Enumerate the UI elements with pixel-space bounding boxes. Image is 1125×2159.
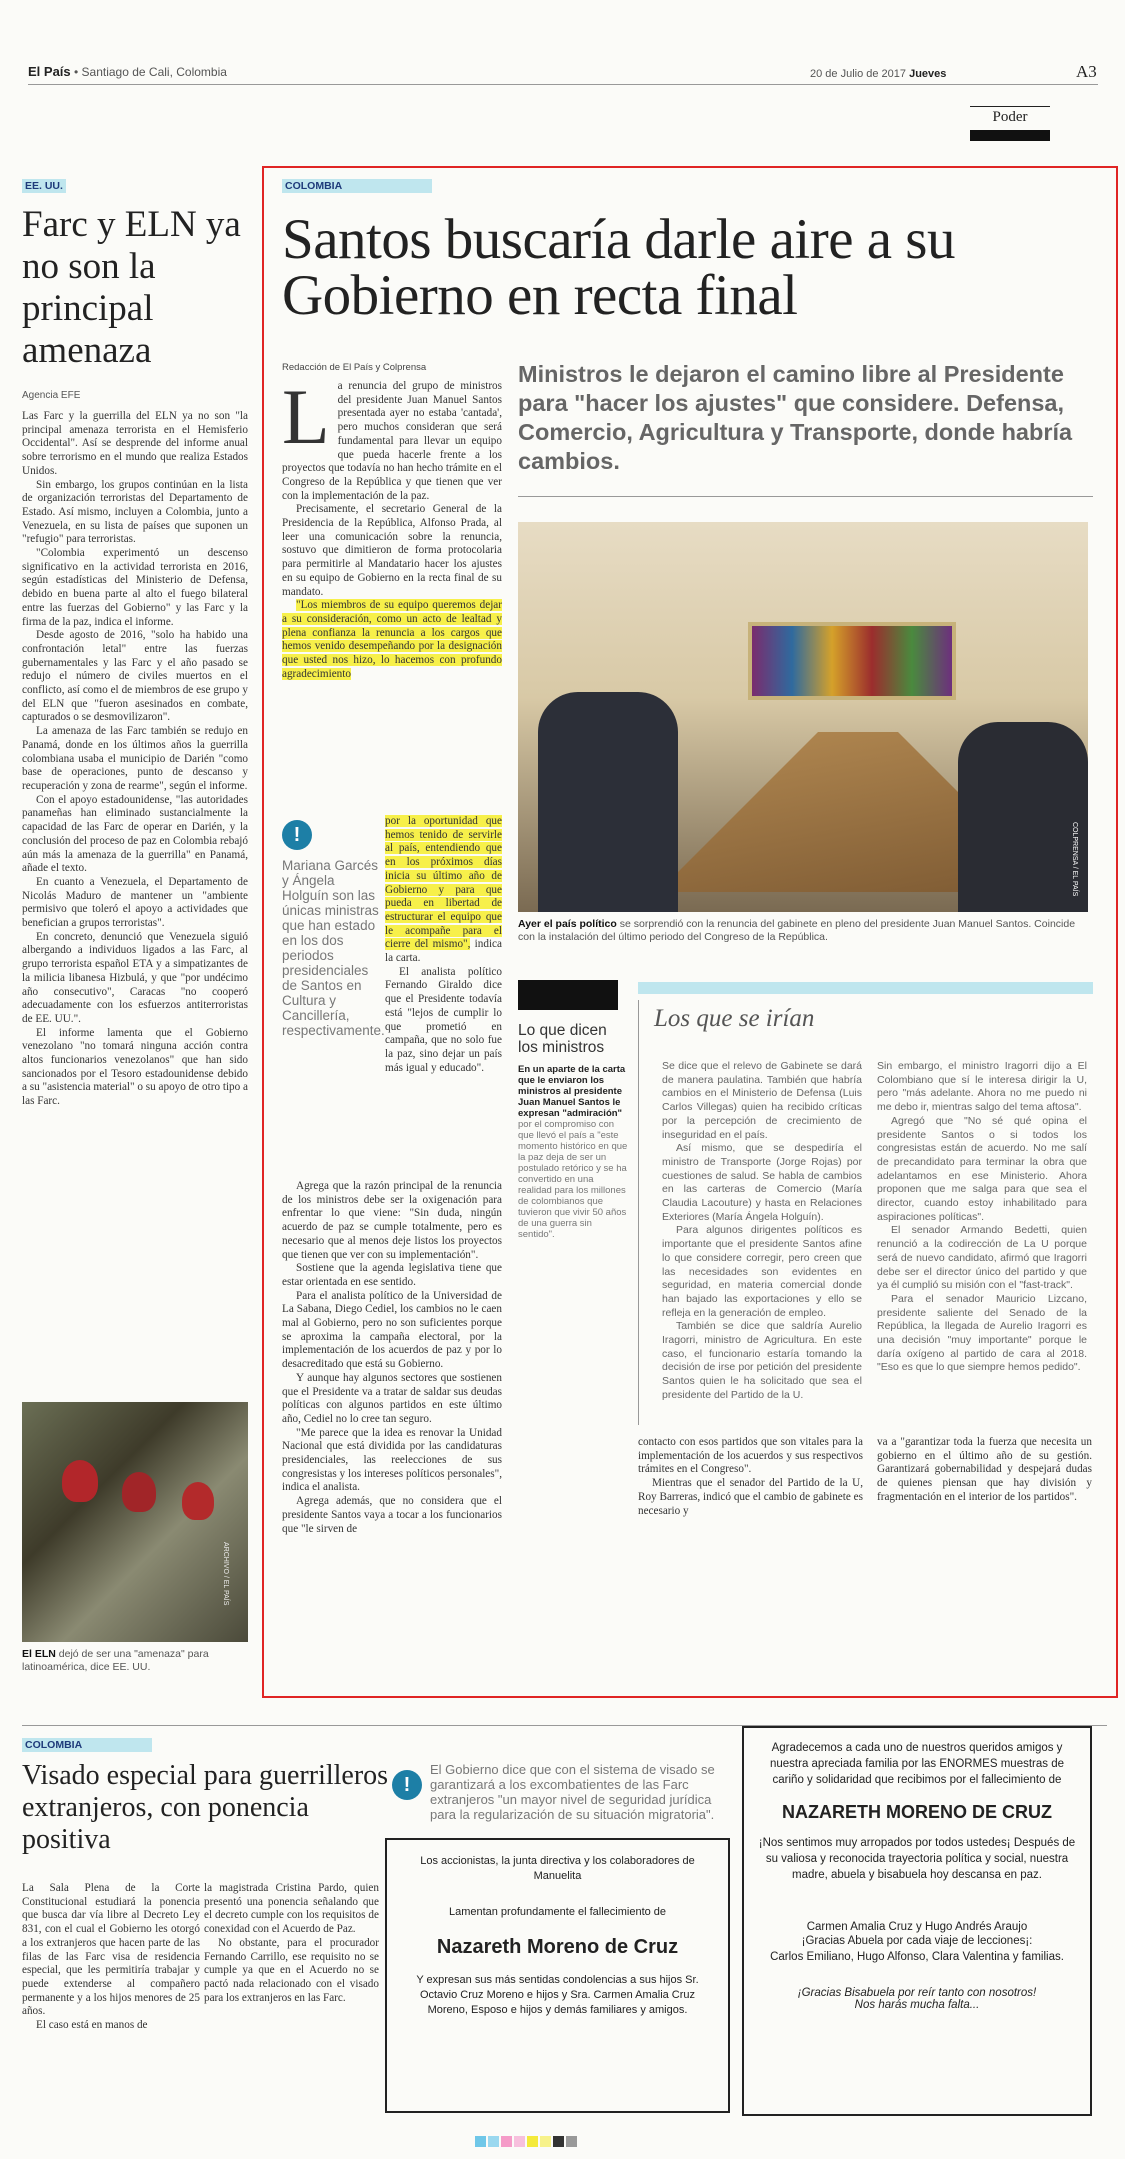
masthead-left: El País • Santiago de Cali, Colombia	[28, 64, 227, 79]
lower-col-2	[204, 1882, 379, 2005]
photo-caption	[518, 918, 1088, 944]
paper-name: El País	[28, 64, 71, 79]
ad2-line-7: Nos harás mucha falta...	[854, 1999, 980, 2011]
left-kicker-wrap	[22, 176, 66, 194]
date: 20 de Julio de 2017	[810, 68, 907, 80]
lower-kicker: COLOMBIA	[22, 1738, 152, 1752]
left-paragraph: Sin embargo, los grupos continúan en la lista de organización terroristas del Departamento de Estado. Así mismo, incluyen a Colombia, junto a Venezuela, en su lista de países que suponen un "refugio" para terroristas.	[22, 478, 248, 546]
lower-text-1: La Sala Plena de la Corte Constitucional estudiará la ponencia que busca dar vía libre al Decreto Ley 831, con el cual el Gobierno les otorgó a los extranjeros que hacen parte de las filas de las Farc visa de residencia especial, que les permitiría trabajar y puede extenderse al compañero permanente y a los hijos menores de 25 años.	[22, 1882, 200, 2018]
cabinet-photo	[518, 522, 1088, 912]
para-1: a renuncia del grupo de ministros del presidente Juan Manuel Santos presentada ayer no estaba 'cantada', pero muchos consideran que será fundamental para llevar un equipo que pueda hacerle frente a los proyectos que todavía no han hecho trámite en el Congreso de la República y que tienen que ver con la implementación de la paz.	[282, 380, 502, 502]
caption-text: dejó de ser una "amenaza" para latinoamérica, dice EE. UU.	[22, 1648, 209, 1673]
sub-paragraph: También se dice que saldría Aurelio Iragorri, ministro de Agricultura. En este caso, el funcionario estaría tomando la decisión de irse por petición del presidente Santos quien le ha solicitado que sea el presidente del Partido de la U.	[662, 1320, 862, 1401]
ad1-line-1: Los accionistas, la junta directiva y los colaboradores de	[420, 1855, 695, 1867]
exclamation-icon: !	[282, 820, 312, 850]
caption-text: se sorprendió con la renuncia del gabinete en pleno del presidente Juan Manuel Santos. Coincide con la instalación del último periodo del Congreso de la República.	[518, 918, 1076, 943]
sub-paragraph: Sin embargo, el ministro Iragorri dijo a El Colombiano que sí le interesa dirigir la U, pero "más adelante. Ahora no me puedo ni me debo ir, mientras salgo del tema aftosa".	[877, 1060, 1087, 1114]
deck-rule	[518, 496, 1093, 497]
sub-title: Los que se irían	[654, 1005, 815, 1032]
left-paragraph: La amenaza de las Farc también se redujo en Panamá, donde en los últimos años la guerrilla colombiana usaba el municipio de Darién "como base de operaciones, punto de descanso y recuperación y zona de rearme", según el informe.	[22, 725, 248, 792]
color-swatch	[540, 2136, 551, 2147]
left-paragraph: Desde agosto de 2016, "solo ha habido una confrontación letal" entre las fuerzas gubernamentales y las Farc y el año pasado se redujo el número de civiles muertos en el conflicto, así como el de miembros de ese grupo y del ELN que "fueron asesinados en combate, capturados o se desmovilizaron".	[22, 629, 248, 724]
place: Santiago de Cali, Colombia	[81, 65, 227, 79]
color-swatch	[553, 2136, 564, 2147]
condolence-ad-2	[742, 1726, 1092, 2116]
main-deck: Ministros le dejaron el camino libre al Presidente para "hacer los ajustes" que considere. Defensa, Comercio, Agricultura y Transporte, donde habría cambios.	[518, 361, 1073, 474]
highlight-quote-b: por la oportunidad que hemos tenido de servirle al país, entendiendo que en los próximos días inicia su último año de Gobierno y para que pueda en libertad de estructurar el equipo que le acompañe para el cierre del mismo",	[385, 815, 502, 951]
left-title: Farc y ELN ya no son la principal amenaza	[22, 204, 241, 371]
byline: Redacción de El País y Colprensa	[282, 362, 427, 373]
photo-credit: ARCHIVO / EL PAÍS	[222, 1542, 229, 1606]
callout-icon-wrap	[392, 1770, 422, 1800]
section-bar	[970, 130, 1050, 141]
wall-painting	[748, 622, 956, 700]
sidebar-quote: Mariana Garcés y Ángela Holguín son las únicas ministras que han estado en los dos periodos presidenciales de Santos en Cultura y Cancillería, respectivamente.	[282, 858, 385, 1038]
color-swatch	[566, 2136, 577, 2147]
ad2-name: NAZARETH MORENO DE CRUZ	[782, 1802, 1052, 1822]
para-5: Sostiene que la agenda legislativa tiene que estar orientada en ese sentido.	[282, 1262, 502, 1288]
people-right	[958, 722, 1088, 912]
main-kicker-wrap	[282, 176, 432, 194]
page-number: A3	[1076, 62, 1097, 81]
lower-callout: El Gobierno dice que con el sistema de visado se garantizará a los excombatientes de las Farc extranjeros "un mayor nivel de seguridad jurídica para la regularización de su situación migratoria".	[430, 1762, 715, 1822]
lower-text-1b: El caso está en manos de	[36, 2019, 148, 2032]
masthead-date	[810, 68, 946, 80]
left-kicker: EE. UU.	[22, 179, 66, 193]
main-col-a3	[282, 1180, 502, 1536]
fighter-hood	[182, 1482, 214, 1520]
top-rule	[28, 84, 1098, 85]
box-header-bar	[518, 980, 618, 1010]
ad1-line-3: Lamentan profundamente el fallecimiento de	[448, 1906, 667, 1918]
main-col-a	[282, 373, 502, 681]
para-4: Agrega que la razón principal de la renuncia de los ministros debe ser la oxigenación para enfrentar lo que viene: "Sin duda, ningún acuerdo de paz se cumple totalmente, pero es necesario que al menos deje listos los proyectos que tienen que ver con su implementación".	[282, 1180, 502, 1261]
bottom-text-1: contacto con esos partidos que son vitales para la implementación de los acuerdos y sus respectivos trámites en el Congreso".	[638, 1436, 863, 1476]
ad2-line-3: Carmen Amalia Cruz y Hugo Andrés Araujo	[806, 1921, 1028, 1933]
ad2-line-4: ¡Gracias Abuela por cada viaje de lecciones¡:	[801, 1935, 1033, 1947]
box-title: Lo que dicen los ministros	[518, 1022, 607, 1056]
highlight-quote: "Los miembros de su equipo queremos dejar a su consideración, como un acto de lealtad y plena confianza la renuncia a los cargos que hemos venido desempeñando por la designación que usted nos hizo, lo hacemos con profundo agradecimiento	[282, 599, 502, 680]
left-paragraph: En cuanto a Venezuela, el Departamento de Nicolás Maduro de mantener un "ambiente permisivo que toleró el apoyo a actividades que benefician a grupos terroristas".	[22, 875, 248, 930]
main-kicker: COLOMBIA	[282, 179, 432, 193]
lower-text-2: la magistrada Cristina Pardo, quien presentó una ponencia señalando que el decreto cumple con los requisitos de conexidad con el Acuerdo de Paz.	[204, 1882, 379, 1936]
quote-tail: indica la carta.	[385, 938, 502, 965]
fighter-hood	[122, 1472, 156, 1512]
sidebar-quote-box	[282, 820, 385, 1038]
color-swatch	[501, 2136, 512, 2147]
para-6: Para el analista político de la Universidad de La Sabana, Diego Cediel, los cambios no le caen mal al Gobierno, pero no son suficientes porque se aproxima la campaña electoral, por la implementación de los acuerdos de paz y por lo desacreditado que está su Gobierno.	[282, 1289, 502, 1371]
color-swatch	[514, 2136, 525, 2147]
ad2-line-2: ¡Nos sentimos muy arropados por todos ustedes¡ Después de su valiosa y reconocida trayectoria política y social, nuestra madre, abuela y bisabuela hoy descansa en paz.	[758, 1837, 1076, 1881]
main-col-a2	[385, 815, 502, 1075]
subhead-bar	[638, 982, 1093, 994]
sub-paragraph: Para algunos dirigentes políticos es importante que el presidente Santos afine lo que considere corregir, pero creen que las necesidades son evidentes en seguridad, en materia comercial donde han bajado las exportaciones y ello se refleja en la generación de empleo.	[662, 1224, 862, 1319]
eln-photo	[22, 1402, 248, 1642]
para-8: "Me parece que la idea es renovar la Unidad Nacional que está dividida por las candidaturas presidenciales, las reelecciones de sus congresistas y los intereses políticos personales", indica el analista.	[282, 1426, 502, 1494]
ad1-line-4: Y expresan sus más sentidas condolencias a sus hijos Sr. Octavio Cruz Moreno e hijos y Sra. Carmen Amalia Cruz Moreno, Esposo e hijos y demás familiares y amigos.	[416, 1974, 699, 2016]
ad1-name: Nazareth Moreno de Cruz	[436, 1936, 679, 1958]
left-body	[22, 410, 248, 1109]
sub-paragraph: Se dice que el relevo de Gabinete se dará de manera paulatina. También que habría cambios en el Ministerio de Defensa (Luis Carlos Villegas) quien ha recibido críticas por la percepción de crecimiento de inseguridad en el país.	[662, 1060, 862, 1141]
bottom-col-2: va a "garantizar toda la fuerza que necesita un gobierno en el último año de su gestión. Garantizará gobernabilidad y despejará dudas de quienes piensan que hay división y fragmentación en el interior de los partidos".	[877, 1436, 1092, 1503]
color-swatch	[488, 2136, 499, 2147]
lower-kicker-wrap	[22, 1735, 152, 1753]
caption-bold: Ayer el país político	[518, 918, 617, 930]
ad2-line-5: Carlos Emiliano, Hugo Alfonso, Clara Valentina y familias.	[770, 1951, 1064, 1963]
condolence-ad-1	[385, 1838, 730, 2113]
bottom-text-1b: Mientras que el senador del Partido de la U, Roy Barreras, indicó que el cambio de gabinete es necesario y	[638, 1477, 863, 1517]
sub-paragraph: Así mismo, que se despediría el ministro de Transporte (Jorge Rojas) por cuestiones de salud. Se habla de cambios en las carteras de Comercio (María Claudia Lacouture) y hasta en Relaciones Exteriores (María Ángela Holguín).	[662, 1142, 862, 1223]
sub-rule	[638, 1000, 639, 1425]
sub-col-1	[662, 1060, 862, 1403]
left-caption	[22, 1648, 248, 1674]
color-registration-marks	[475, 2134, 579, 2146]
box-bold: En un aparte de la carta que le enviaron los ministros al presidente Juan Manuel Santos le expresan "admiración"	[518, 1064, 626, 1119]
fighter-hood	[62, 1460, 98, 1502]
lower-title: Visado especial para guerrilleros extranjeros, con ponencia positiva	[22, 1760, 389, 1855]
bottom-col-1	[638, 1436, 863, 1518]
exclamation-icon: !	[392, 1770, 422, 1800]
sub-col-2	[877, 1060, 1087, 1375]
weekday: Jueves	[909, 68, 947, 80]
left-paragraph: "Colombia experimentó un descenso significativo en la actividad terrorista en 2016, según estadísticas del Ministerio de Defensa, debido en buena parte al alto el fuego bilateral entre las fuerzas del Gobierno" y las Farc y la firma de la paz, indica el informe.	[22, 547, 248, 628]
ad2-line-6: ¡Gracias Bisabuela por reír tanto con nosotros!	[797, 1987, 1037, 1999]
left-agency: Agencia EFE	[22, 390, 81, 401]
sub-paragraph: El senador Armando Bedetti, quien renunció a la codirección de La U porque será de nuevo candidato, afirmó que Iragorri debe ser el director único del partido y que ya él cumplió su misión con el "fast-track".	[877, 1224, 1087, 1292]
left-paragraph: En concreto, denunció que Venezuela siguió albergando a individuos ligados a las Farc, al grupo terrorista español ETA y a simpatizantes de la milicia libanesa Hizbulá, y que "por undécimo año consecutivo", Caracas "no cooperó adecuadamente con los esfuerzos antiterroristas de EE. UU.".	[22, 930, 248, 1025]
color-swatch	[475, 2136, 486, 2147]
lower-text-2b: No obstante, para el procurador Fernando Carrillo, ese requisito no se cumple ya que en el Acuerdo no se pactó nada relacionado con el visado para los extranjeros en las Farc.	[204, 1936, 379, 2004]
main-headline: Santos buscaría darle aire a su Gobierno en recta final	[282, 208, 955, 327]
section-label: Poder	[970, 106, 1050, 133]
para-3: El analista político Fernando Giraldo dice que el Presidente todavía está "lejos de cumplir lo que prometió en campaña, que no solo fue la paz, sino dejar un país más igual y educado".	[385, 965, 502, 1074]
para-9: Agrega además, que no considera que el presidente Santos vaya a tocar a los funcionarios que "le sirven de	[282, 1495, 502, 1535]
sub-paragraph: Para el senador Mauricio Lizcano, presidente saliente del Senado de la República, la llegada de Aurelio Iragorri es una decisión "muy importante" porque le daría oxígeno al partido de cara al 2018. "Eso es que lo que siempre hemos pedido".	[877, 1292, 1087, 1374]
photo-credit: COLPRENSA / EL PAÍS	[1071, 822, 1078, 897]
lower-col-1	[22, 1882, 200, 2033]
ministers-box	[518, 1022, 628, 1240]
dropcap: L	[282, 373, 330, 460]
sub-paragraph: Agregó que "No sé qué opina el presidente Santos o si todos los congresistas están de acuerdo. No me salí de precandidato para terminar la obra que adelantamos en ese Ministerio. Ahora proponen que me salga para que sea el director, cuando estoy inhabilitado para aspiraciones políticas".	[877, 1114, 1087, 1223]
caption-bold: El ELN	[22, 1648, 56, 1660]
left-paragraph: Con el apoyo estadounidense, "las autoridades panameñas han eliminado sustancialmente la capacidad de las Farc de operar en Darién, y la conclusión del proceso de paz en Colombia rebajó aún más la amenaza de la guerrilla" en Panamá, añade el texto.	[22, 793, 248, 875]
ad2-line-1: Agradecemos a cada uno de nuestros queridos amigos y nuestra apreciada familia por las ENORMES muestras de cariño y solidaridad que recibimos por el fallecimiento de	[769, 1742, 1064, 1786]
left-paragraph: Las Farc y la guerrilla del ELN ya no son "la principal amenaza terrorista en el Hemisferio Occidental". Así se desprende del informe anual sobre terrorismo en el mundo que realiza Estados Unidos.	[22, 410, 248, 477]
people-left	[538, 692, 678, 912]
para-7: Y aunque hay algunos sectores que sostienen que el Presidente va a tratar de saldar sus deudas políticas con algunos partidos en este último año, Cediel no lo cree tan seguro.	[282, 1371, 502, 1425]
left-paragraph: El informe lamenta que el Gobierno venezolano "no tomará ninguna acción contra altos funcionarios venezolanos" que han sido sancionados por el Tesoro estadounidense debido a su "asistencia material" o su apoyo de otro tipo a las Farc.	[22, 1026, 248, 1108]
para-2: Precisamente, el secretario General de la Presidencia de la República, Alfonso Prada, al leer una comunicación sobre la renuncia, sostuvo que dimitieron de forma protocolaria para permitirle al Mandatario hacer los ajustes en su equipo de Gobierno en la recta final de su mandato.	[282, 503, 502, 598]
box-text: por el compromiso con que llevó el país a "este momento histórico en que la paz deja de ser un postulado retórico y se ha convertido en una realidad para los millones de colombianos que tuvieron que vivir 50 años de una guerra sin sentido".	[518, 1119, 628, 1240]
ad1-line-2: Manuelita	[533, 1870, 582, 1882]
color-swatch	[527, 2136, 538, 2147]
